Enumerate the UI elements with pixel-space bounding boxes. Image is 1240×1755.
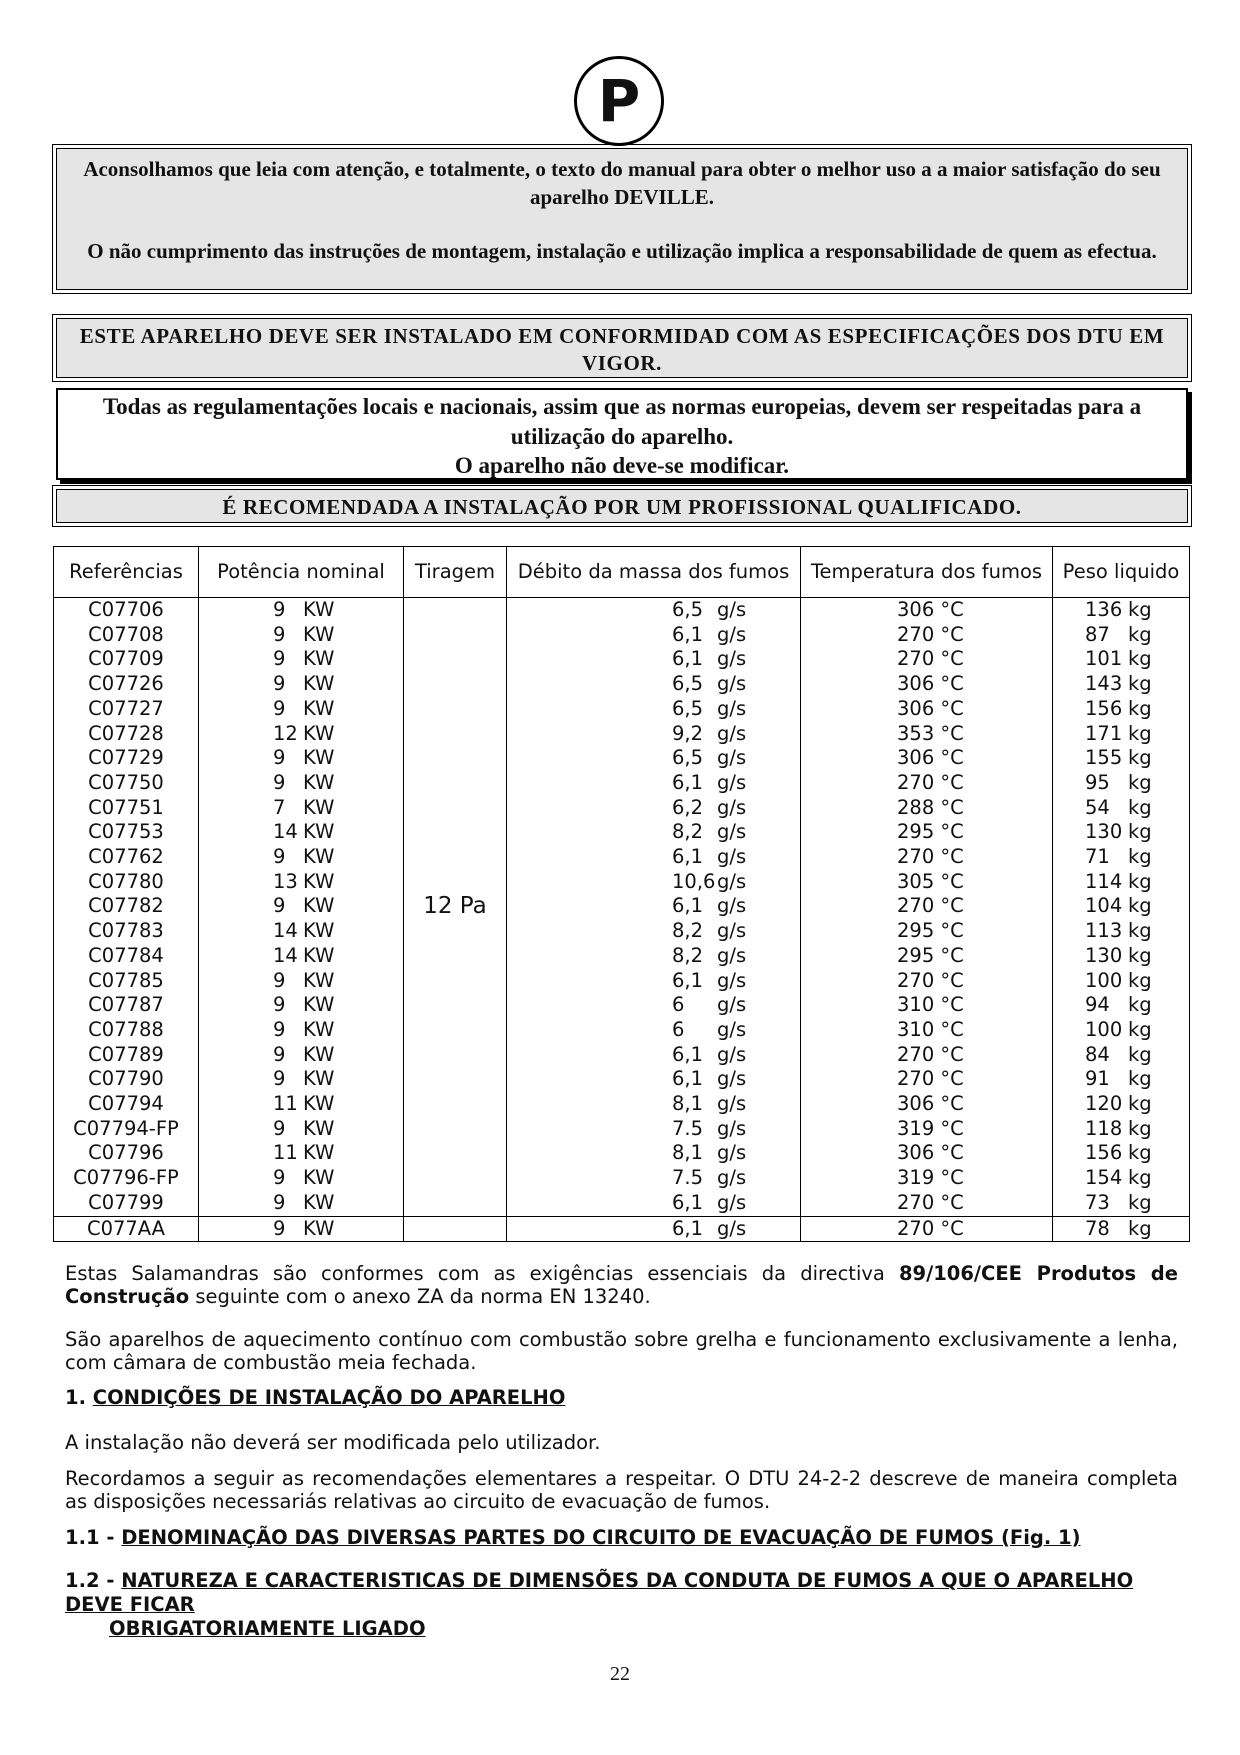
cell-weight: 78 kg: [1053, 1216, 1190, 1242]
table-row: [54, 1043, 1190, 1068]
cell-weight: 156 kg: [1053, 1141, 1190, 1166]
cell-reference: C07727: [54, 697, 199, 722]
cell-temperature: 319 °C: [801, 1117, 1053, 1142]
cell-weight: 71 kg: [1053, 845, 1190, 870]
cell-weight: 95 kg: [1053, 771, 1190, 796]
cell-reference: C07785: [54, 969, 199, 994]
cell-temperature: 295 °C: [801, 820, 1053, 845]
cell-mass-flow: 7.5 g/s: [507, 1166, 801, 1191]
cell-nominal-power: 12 KW: [199, 722, 404, 747]
section-1-heading: 1. CONDIÇÕES DE INSTALAÇÃO DO APARELHO: [65, 1386, 566, 1409]
cell-reference: C07729: [54, 746, 199, 771]
header-nominal-power: Potência nominal: [199, 547, 404, 598]
cell-mass-flow: 8,1 g/s: [507, 1141, 801, 1166]
cell-nominal-power: 11 KW: [199, 1141, 404, 1166]
cell-nominal-power: 14 KW: [199, 944, 404, 969]
section-1-2-heading: 1.2 - NATUREZA E CARACTERISTICAS DE DIMENSÕES DA CONDUTA DE FUMOS A QUE O APARELHO DEVE FICAR OBRIGATORIAMENTE LIGADO: [65, 1569, 1134, 1640]
cell-reference: C077AA: [54, 1216, 199, 1242]
cell-weight: 130 kg: [1053, 944, 1190, 969]
cell-mass-flow: 6,1 g/s: [507, 1216, 801, 1242]
cell-temperature: 305 °C: [801, 870, 1053, 895]
no-modification-paragraph: A instalação não deverá ser modificada pelo utilizador.: [65, 1431, 601, 1454]
cell-weight: 114 kg: [1053, 870, 1190, 895]
cell-mass-flow: 6,1 g/s: [507, 845, 801, 870]
header-references: Referências: [54, 547, 199, 598]
cell-mass-flow: 6,2 g/s: [507, 796, 801, 821]
header-flue-gas-temperature: Temperatura dos fumos: [801, 547, 1053, 598]
cell-nominal-power: 9 KW: [199, 1043, 404, 1068]
notice-regulations: [56, 388, 1188, 480]
table-row: [54, 647, 1190, 672]
header-net-weight: Peso liquido: [1053, 547, 1190, 598]
table-row: [54, 746, 1190, 771]
table-row: [54, 1117, 1190, 1142]
cell-temperature: 270 °C: [801, 1067, 1053, 1092]
cell-mass-flow: 6,1 g/s: [507, 1191, 801, 1216]
cell-weight: 87 kg: [1053, 623, 1190, 648]
cell-nominal-power: 9 KW: [199, 746, 404, 771]
page-number: 22: [610, 1663, 630, 1685]
cell-temperature: 310 °C: [801, 1018, 1053, 1043]
cell-temperature: 306 °C: [801, 1092, 1053, 1117]
table-row: [54, 722, 1190, 747]
cell-temperature: 270 °C: [801, 894, 1053, 919]
cell-reference: C07726: [54, 672, 199, 697]
cell-temperature: 270 °C: [801, 845, 1053, 870]
cell-temperature: 270 °C: [801, 1216, 1053, 1242]
table-row: [54, 919, 1190, 944]
notice-reading-advice: [56, 148, 1188, 290]
cell-weight: 120 kg: [1053, 1092, 1190, 1117]
cell-nominal-power: 9 KW: [199, 771, 404, 796]
cell-reference: C07796: [54, 1141, 199, 1166]
table-row: [54, 623, 1190, 648]
cell-nominal-power: 9 KW: [199, 672, 404, 697]
language-badge-p: P: [574, 56, 664, 146]
cell-nominal-power: 13 KW: [199, 870, 404, 895]
cell-temperature: 288 °C: [801, 796, 1053, 821]
cell-temperature: 270 °C: [801, 647, 1053, 672]
appliance-description-paragraph: São aparelhos de aquecimento contínuo com combustão sobre grelha e funcionamento exclusivamente a lenha, com câmara de combustão meia fechada.: [65, 1328, 1178, 1374]
header-flue-gas-mass-flow: Débito da massa dos fumos: [507, 547, 801, 598]
table-row: [54, 771, 1190, 796]
table-row: [54, 993, 1190, 1018]
cell-weight: 113 kg: [1053, 919, 1190, 944]
cell-nominal-power: 9 KW: [199, 697, 404, 722]
cell-mass-flow: 6,1 g/s: [507, 894, 801, 919]
cell-mass-flow: 6,5 g/s: [507, 746, 801, 771]
directive-reference: 89/106/CEE Produtos de Construção: [65, 1262, 1178, 1308]
table-row: [54, 845, 1190, 870]
cell-nominal-power: 9 KW: [199, 1216, 404, 1242]
cell-mass-flow: 6,5 g/s: [507, 598, 801, 623]
cell-weight: 118 kg: [1053, 1117, 1190, 1142]
table-row: [54, 944, 1190, 969]
cell-temperature: 295 °C: [801, 944, 1053, 969]
table-row: [54, 969, 1190, 994]
cell-temperature: 306 °C: [801, 672, 1053, 697]
cell-nominal-power: 7 KW: [199, 796, 404, 821]
cell-draught: 12 Pa: [404, 598, 507, 1217]
cell-reference: C07709: [54, 647, 199, 672]
cell-nominal-power: 14 KW: [199, 820, 404, 845]
cell-mass-flow: 6,1 g/s: [507, 969, 801, 994]
cell-weight: 94 kg: [1053, 993, 1190, 1018]
cell-weight: 104 kg: [1053, 894, 1190, 919]
cell-mass-flow: 6,1 g/s: [507, 1043, 801, 1068]
cell-reference: C07728: [54, 722, 199, 747]
header-draught: Tiragem: [404, 547, 507, 598]
cell-mass-flow: 10,6g/s: [507, 870, 801, 895]
cell-reference: C07788: [54, 1018, 199, 1043]
cell-draught-empty: [404, 1216, 507, 1242]
cell-weight: 100 kg: [1053, 1018, 1190, 1043]
cell-weight: 171 kg: [1053, 722, 1190, 747]
cell-mass-flow: 8,2 g/s: [507, 919, 801, 944]
cell-weight: 130 kg: [1053, 820, 1190, 845]
cell-weight: 143 kg: [1053, 672, 1190, 697]
cell-weight: 84 kg: [1053, 1043, 1190, 1068]
cell-reference: C07782: [54, 894, 199, 919]
cell-reference: C07783: [54, 919, 199, 944]
specifications-table: [53, 546, 1190, 1242]
cell-nominal-power: 14 KW: [199, 919, 404, 944]
cell-temperature: 319 °C: [801, 1166, 1053, 1191]
cell-temperature: 306 °C: [801, 1141, 1053, 1166]
table-row: [54, 820, 1190, 845]
notice-dtu-compliance: ESTE APARELHO DEVE SER INSTALADO EM CONFORMIDAD COM AS ESPECIFICAÇÕES DOS DTU EM VIGOR.: [56, 318, 1188, 378]
cell-nominal-power: 9 KW: [199, 1067, 404, 1092]
table-row: [54, 894, 1190, 919]
cell-reference: C07780: [54, 870, 199, 895]
cell-nominal-power: 9 KW: [199, 1191, 404, 1216]
notice-professional-install: É RECOMENDADA A INSTALAÇÃO POR UM PROFISSIONAL QUALIFICADO.: [56, 489, 1188, 523]
cell-reference: C07790: [54, 1067, 199, 1092]
table-row: [54, 1166, 1190, 1191]
cell-temperature: 270 °C: [801, 1191, 1053, 1216]
table-row: [54, 697, 1190, 722]
table-row: [54, 1141, 1190, 1166]
cell-reference: C07794: [54, 1092, 199, 1117]
directive-paragraph: Estas Salamandras são conformes com as exigências essenciais da directiva 89/106/CEE Produtos de Construção seguinte com o anexo ZA da norma EN 13240.: [65, 1262, 1178, 1308]
cell-reference: C07750: [54, 771, 199, 796]
cell-weight: 155 kg: [1053, 746, 1190, 771]
cell-reference: C07787: [54, 993, 199, 1018]
cell-weight: 91 kg: [1053, 1067, 1190, 1092]
section-1-1-heading: 1.1 - DENOMINAÇÃO DAS DIVERSAS PARTES DO CIRCUITO DE EVACUAÇÃO DE FUMOS (Fig. 1): [65, 1526, 1081, 1549]
cell-mass-flow: 6 g/s: [507, 993, 801, 1018]
cell-reference: C07799: [54, 1191, 199, 1216]
cell-mass-flow: 8,1 g/s: [507, 1092, 801, 1117]
cell-mass-flow: 6,1 g/s: [507, 623, 801, 648]
cell-reference: C07753: [54, 820, 199, 845]
cell-mass-flow: 6,5 g/s: [507, 697, 801, 722]
cell-weight: 73 kg: [1053, 1191, 1190, 1216]
cell-mass-flow: 9,2 g/s: [507, 722, 801, 747]
cell-reference: C07789: [54, 1043, 199, 1068]
cell-temperature: 270 °C: [801, 1043, 1053, 1068]
table-row: [54, 1067, 1190, 1092]
cell-nominal-power: 9 KW: [199, 993, 404, 1018]
cell-weight: 136 kg: [1053, 598, 1190, 623]
cell-nominal-power: 9 KW: [199, 623, 404, 648]
cell-nominal-power: 9 KW: [199, 647, 404, 672]
cell-temperature: 353 °C: [801, 722, 1053, 747]
table-header-row: [54, 547, 1190, 598]
cell-mass-flow: 6,1 g/s: [507, 647, 801, 672]
cell-mass-flow: 8,2 g/s: [507, 820, 801, 845]
cell-mass-flow: 6 g/s: [507, 1018, 801, 1043]
notice-regulations-text: Todas as regulamentações locais e nacionais, assim que as normas europeias, devem ser respeitadas para a utilização do aparelho.: [102, 394, 1142, 449]
cell-reference: C07794-FP: [54, 1117, 199, 1142]
cell-temperature: 270 °C: [801, 623, 1053, 648]
cell-weight: 156 kg: [1053, 697, 1190, 722]
table-row: [54, 672, 1190, 697]
cell-temperature: 270 °C: [801, 969, 1053, 994]
notice-responsibility-text: O não cumprimento das instruções de montagem, instalação e utilização implica a responsabilidade de quem as efectua.: [87, 239, 1157, 263]
cell-reference: C07784: [54, 944, 199, 969]
cell-nominal-power: 9 KW: [199, 894, 404, 919]
cell-temperature: 295 °C: [801, 919, 1053, 944]
cell-nominal-power: 9 KW: [199, 969, 404, 994]
table-row: [54, 870, 1190, 895]
cell-nominal-power: 9 KW: [199, 1117, 404, 1142]
cell-reference: C07751: [54, 796, 199, 821]
cell-nominal-power: 9 KW: [199, 1018, 404, 1043]
table-row: [54, 1018, 1190, 1043]
table-row: [54, 598, 1190, 623]
cell-weight: 101 kg: [1053, 647, 1190, 672]
cell-mass-flow: 6,5 g/s: [507, 672, 801, 697]
notice-no-modify-text: O aparelho não deve-se modificar.: [454, 453, 790, 478]
cell-nominal-power: 11 KW: [199, 1092, 404, 1117]
cell-nominal-power: 9 KW: [199, 598, 404, 623]
notice-reading-text: Aconsolhamos que leia com atenção, e totalmente, o texto do manual para obter o melhor uso a a maior satisfação do seu aparelho DEVILLE.: [83, 157, 1161, 209]
cell-reference: C07708: [54, 623, 199, 648]
cell-weight: 100 kg: [1053, 969, 1190, 994]
table-row: [54, 1191, 1190, 1216]
cell-reference: C07796-FP: [54, 1166, 199, 1191]
dtu-recommendations-paragraph: Recordamos a seguir as recomendações elementares a respeitar. O DTU 24-2-2 descreve de maneira completa as disposições necessariás relativas ao circuito de evacuação de fumos.: [65, 1467, 1178, 1513]
cell-temperature: 306 °C: [801, 746, 1053, 771]
cell-temperature: 306 °C: [801, 598, 1053, 623]
cell-weight: 54 kg: [1053, 796, 1190, 821]
cell-mass-flow: 6,1 g/s: [507, 771, 801, 796]
cell-reference: C07762: [54, 845, 199, 870]
cell-mass-flow: 7.5 g/s: [507, 1117, 801, 1142]
cell-temperature: 306 °C: [801, 697, 1053, 722]
cell-mass-flow: 8,2 g/s: [507, 944, 801, 969]
cell-mass-flow: 6,1 g/s: [507, 1067, 801, 1092]
cell-temperature: 310 °C: [801, 993, 1053, 1018]
cell-temperature: 270 °C: [801, 771, 1053, 796]
table-row: [54, 796, 1190, 821]
cell-reference: C07706: [54, 598, 199, 623]
cell-nominal-power: 9 KW: [199, 845, 404, 870]
table-row: [54, 1216, 1190, 1242]
cell-weight: 154 kg: [1053, 1166, 1190, 1191]
table-row: [54, 1092, 1190, 1117]
cell-nominal-power: 9 KW: [199, 1166, 404, 1191]
